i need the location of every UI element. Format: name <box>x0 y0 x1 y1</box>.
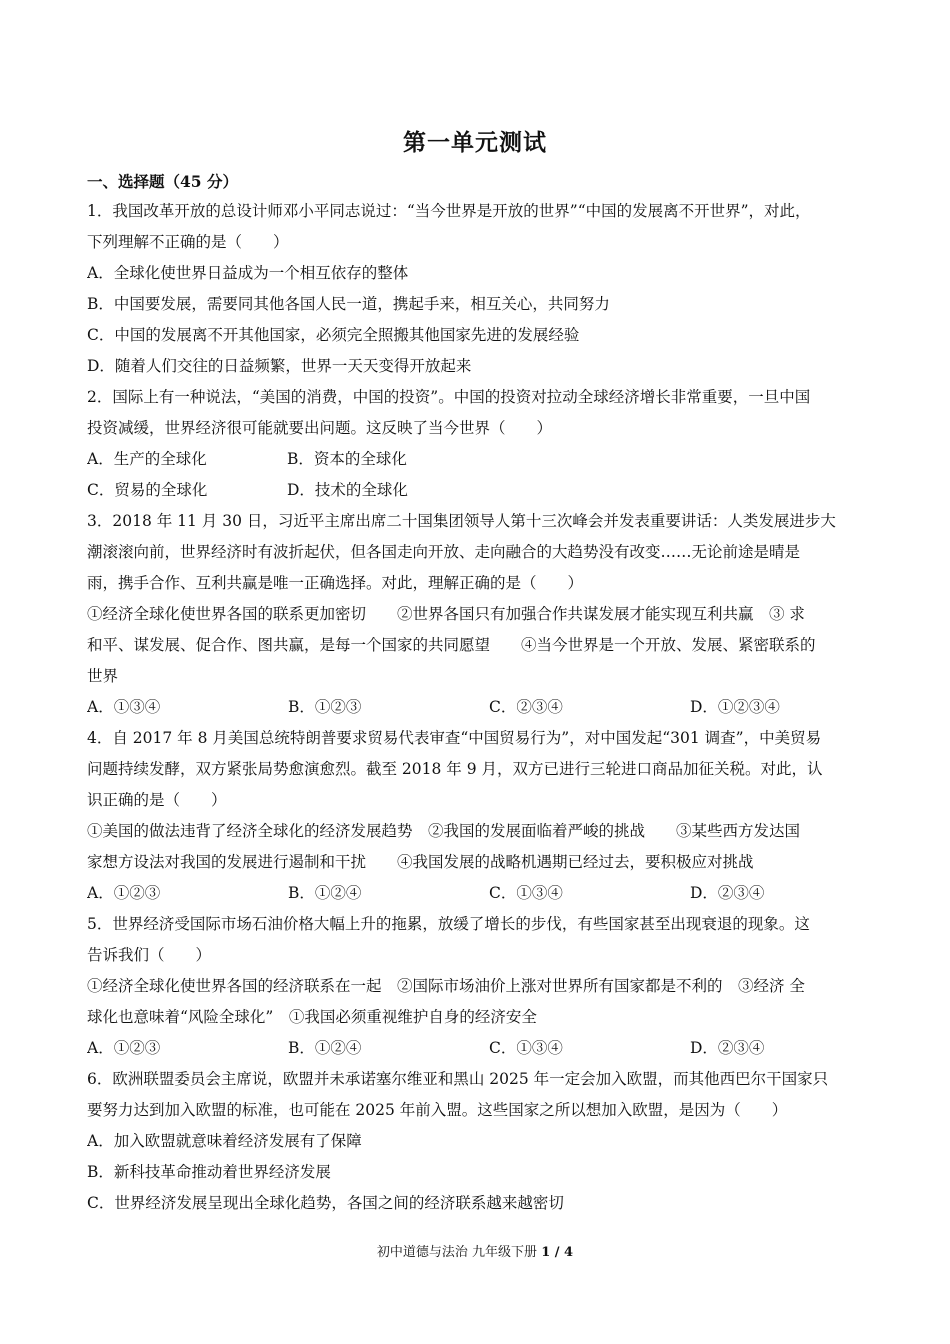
question-4-stem-line: 4．自 2017 年 8 月美国总统特朗普要求贸易代表审查“中国贸易行为”，对中国发起“301 调查”，中美贸易 <box>87 729 822 747</box>
question-3-stem-line: 3．2018 年 11 月 30 日，习近平主席出席二十国集团领导人第十三次峰会并发表重要讲话：人类发展进步大 <box>87 512 836 530</box>
question-1-option-c: C．中国的发展离不开其他国家，必须完全照搬其他国家先进的发展经验 <box>87 326 580 344</box>
question-5-statement-line: ①经济全球化使世界各国的经济联系在一起 ②国际市场油价上涨对世界所有国家都是不利的 ③经济 全 <box>87 977 805 995</box>
question-4-statement-line: ①美国的做法违背了经济全球化的经济发展趋势 ②我国的发展面临着严峻的挑战 ③某些西方发达国 <box>87 822 801 840</box>
question-2-options-row <box>87 444 864 475</box>
question-3-option-c: C．②③④ <box>489 698 563 716</box>
question-5-options-row <box>87 1033 864 1064</box>
question-1 <box>87 196 864 382</box>
page-title: 第一单元测试 <box>403 129 547 156</box>
question-6-stem-line: 要努力达到加入欧盟的标准，也可能在 2025 年前入盟。这些国家之所以想加入欧盟，是因为（ ） <box>87 1101 788 1119</box>
question-5-statement-line: 球化也意味着“风险全球化” ①我国必须重视维护自身的经济安全 <box>87 1008 537 1026</box>
question-2-options-row <box>87 475 864 506</box>
page-number: 1 / 4 <box>541 1245 574 1260</box>
question-5 <box>87 909 864 1064</box>
question-1-option-b: B．中国要发展，需要同其他各国人民一道，携起手来，相互关心，共同努力 <box>87 295 610 313</box>
question-4-option-b: B．①②④ <box>288 884 362 902</box>
question-4-options-row <box>87 878 864 909</box>
question-6-option-b: B．新科技革命推动着世界经济发展 <box>87 1163 331 1181</box>
question-4-statement-line: 家想方设法对我国的发展进行遏制和干扰 ④我国发展的战略机遇期已经过去，要积极应对挑战 <box>87 853 754 871</box>
question-3-options-row <box>87 692 864 723</box>
question-5-stem-line: 5．世界经济受国际市场石油价格大幅上升的拖累，放缓了增长的步伐，有些国家甚至出现衰退的现象。这 <box>87 915 810 933</box>
question-6-option-a: A．加入欧盟就意味着经济发展有了保障 <box>87 1132 362 1150</box>
question-2-option-d: D．技术的全球化 <box>287 481 408 499</box>
question-5-stem-line: 告诉我们（ ） <box>87 946 212 964</box>
question-4-option-c: C．①③④ <box>489 884 563 902</box>
question-3-statement-line: ①经济全球化使世界各国的联系更加密切 ②世界各国只有加强合作共谋发展才能实现互利共赢 ③ 求 <box>87 605 805 623</box>
section-heading: 一、选择题（45 分） <box>87 172 238 191</box>
question-2 <box>87 382 864 506</box>
question-4-option-d: D．②③④ <box>690 884 765 902</box>
page-footer <box>0 1241 950 1260</box>
question-3-stem-line: 雨，携手合作、互利共赢是唯一正确选择。对此，理解正确的是（ ） <box>87 574 584 592</box>
question-3-statement-line: 和平、谋发展、促合作、图共赢，是每一个国家的共同愿望 ④当今世界是一个开放、发展、紧密联系的 <box>87 636 816 654</box>
question-3-statement-line: 世界 <box>87 667 119 685</box>
question-3-stem-line: 潮滚滚向前，世界经济时有波折起伏，但各国走向开放、走向融合的大趋势没有改变……无论前途是晴是 <box>87 543 801 561</box>
question-1-option-d: D．随着人们交往的日益频繁，世界一天天变得开放起来 <box>87 357 472 375</box>
question-2-stem-line: 2．国际上有一种说法，“美国的消费，中国的投资”。中国的投资对拉动全球经济增长非常重要，一旦中国 <box>87 388 811 406</box>
question-6 <box>87 1064 864 1219</box>
question-5-option-d: D．②③④ <box>690 1039 765 1057</box>
question-3-option-a: A．①③④ <box>87 698 161 716</box>
question-2-option-c: C．贸易的全球化 <box>87 481 208 499</box>
question-2-stem-line: 投资减缓，世界经济很可能就要出问题。这反映了当今世界（ ） <box>87 419 553 437</box>
question-list <box>87 168 864 1219</box>
question-5-option-a: A．①②③ <box>87 1039 161 1057</box>
question-6-option-c: C．世界经济发展呈现出全球化趋势，各国之间的经济联系越来越密切 <box>87 1194 564 1212</box>
question-1-stem-line: 1．我国改革开放的总设计师邓小平同志说过：“当今世界是开放的世界”“中国的发展离不开世界”，对此， <box>87 202 811 220</box>
question-4-stem-line: 识正确的是（ ） <box>87 791 227 809</box>
question-5-option-b: B．①②④ <box>288 1039 362 1057</box>
question-3-option-d: D．①②③④ <box>690 698 780 716</box>
question-4-stem-line: 问题持续发酵，双方紧张局势愈演愈烈。截至 2018 年 9 月，双方已进行三轮进口商品加征关税。对此，认 <box>87 760 823 778</box>
question-4-option-a: A．①②③ <box>87 884 161 902</box>
question-3-option-b: B．①②③ <box>288 698 362 716</box>
question-1-option-a: A．全球化使世界日益成为一个相互依存的整体 <box>87 264 409 282</box>
question-5-option-c: C．①③④ <box>489 1039 563 1057</box>
question-1-stem-line: 下列理解不正确的是（ ） <box>87 233 289 251</box>
question-2-option-b: B．资本的全球化 <box>287 450 407 468</box>
question-6-stem-line: 6．欧洲联盟委员会主席说，欧盟并未承诺塞尔维亚和黑山 2025 年一定会加入欧盟，而其他西巴尔干国家只 <box>87 1070 829 1088</box>
question-3 <box>87 506 864 723</box>
footer-text: 初中道德与法治 九年级下册 <box>376 1245 542 1260</box>
question-4 <box>87 723 864 909</box>
question-2-option-a: A．生产的全球化 <box>87 450 207 468</box>
